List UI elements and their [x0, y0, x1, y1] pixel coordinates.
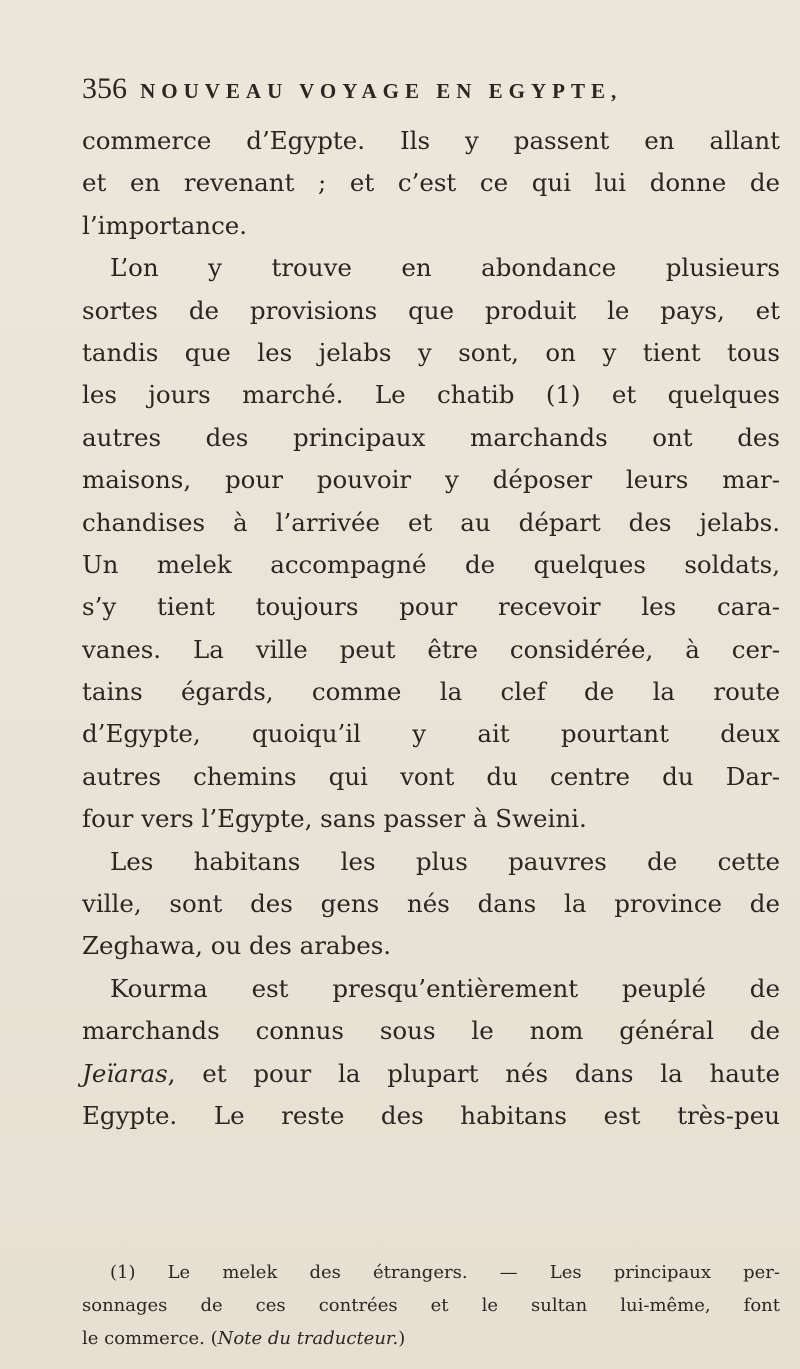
text-line: marchands connus sous le nom général de [82, 1016, 780, 1046]
italic-term: Jeïaras [82, 1058, 168, 1088]
running-head: NOUVEAU VOYAGE EN EGYPTE, [140, 79, 623, 103]
footnote-text: ) [398, 1328, 406, 1349]
text-line: four vers l’Egypte, sans passer à Sweini. [82, 804, 587, 834]
text-line: Zeghawa, ou des arabes. [82, 931, 392, 961]
page-header [82, 72, 782, 112]
text-line: tains égards, comme la clef de la route [82, 677, 780, 707]
text-line: Un melek accompagné de quelques soldats, [82, 549, 780, 579]
text-line-rest: , et pour la plupart nés dans la haute [167, 1058, 780, 1088]
paragraph-start-line: Kourma est presqu’entièrement peuplé de [110, 973, 780, 1003]
text-line: maisons, pour pouvoir y déposer leurs mar- [82, 465, 780, 495]
paragraph-start-line: L’on y trouve en abondance plusieurs [110, 253, 780, 283]
page-number: 356 [82, 72, 127, 105]
text-line: commerce d’Egypte. Ils y passent en allant [82, 126, 780, 155]
footnote-line: (1) Le melek des étrangers. — Les principaux per- [110, 1262, 780, 1283]
text-line: autres chemins qui vont du centre du Dar- [82, 761, 780, 791]
text-line: Egypte. Le reste des habitans est très-peu [82, 1100, 780, 1130]
text-line: chandises à l’arrivée et au départ des jelabs. [82, 507, 780, 537]
text-line: sortes de provisions que produit le pays, et [82, 295, 780, 325]
footnote-text: le commerce. ( [82, 1328, 218, 1349]
text-line: vanes. La ville peut être considérée, à cer- [82, 634, 780, 664]
text-line: ville, sont des gens nés dans la province de [82, 889, 780, 919]
text-line: et en revenant ; et c’est ce qui lui donne de [82, 168, 780, 198]
text-line: s’y tient toujours pour recevoir les cara- [82, 592, 780, 622]
footnote-line: sonnages de ces contrées et le sultan lui-même, font [82, 1295, 780, 1316]
translator-note: Note du traducteur. [217, 1328, 399, 1349]
footnote-line [82, 1322, 780, 1355]
footnote [82, 1256, 780, 1355]
text-line: d’Egypte, quoiqu’il y ait pourtant deux [82, 719, 780, 749]
text-line: l’importance. [82, 210, 248, 240]
text-line: les jours marché. Le chatib (1) et quelques [82, 380, 780, 410]
text-line [82, 1053, 780, 1095]
text-line: tandis que les jelabs y sont, on y tient tous [82, 337, 780, 367]
body-text [82, 120, 780, 1137]
paragraph-start-line: Les habitans les plus pauvres de cette [110, 846, 780, 876]
text-line: autres des principaux marchands ont des [82, 422, 780, 452]
